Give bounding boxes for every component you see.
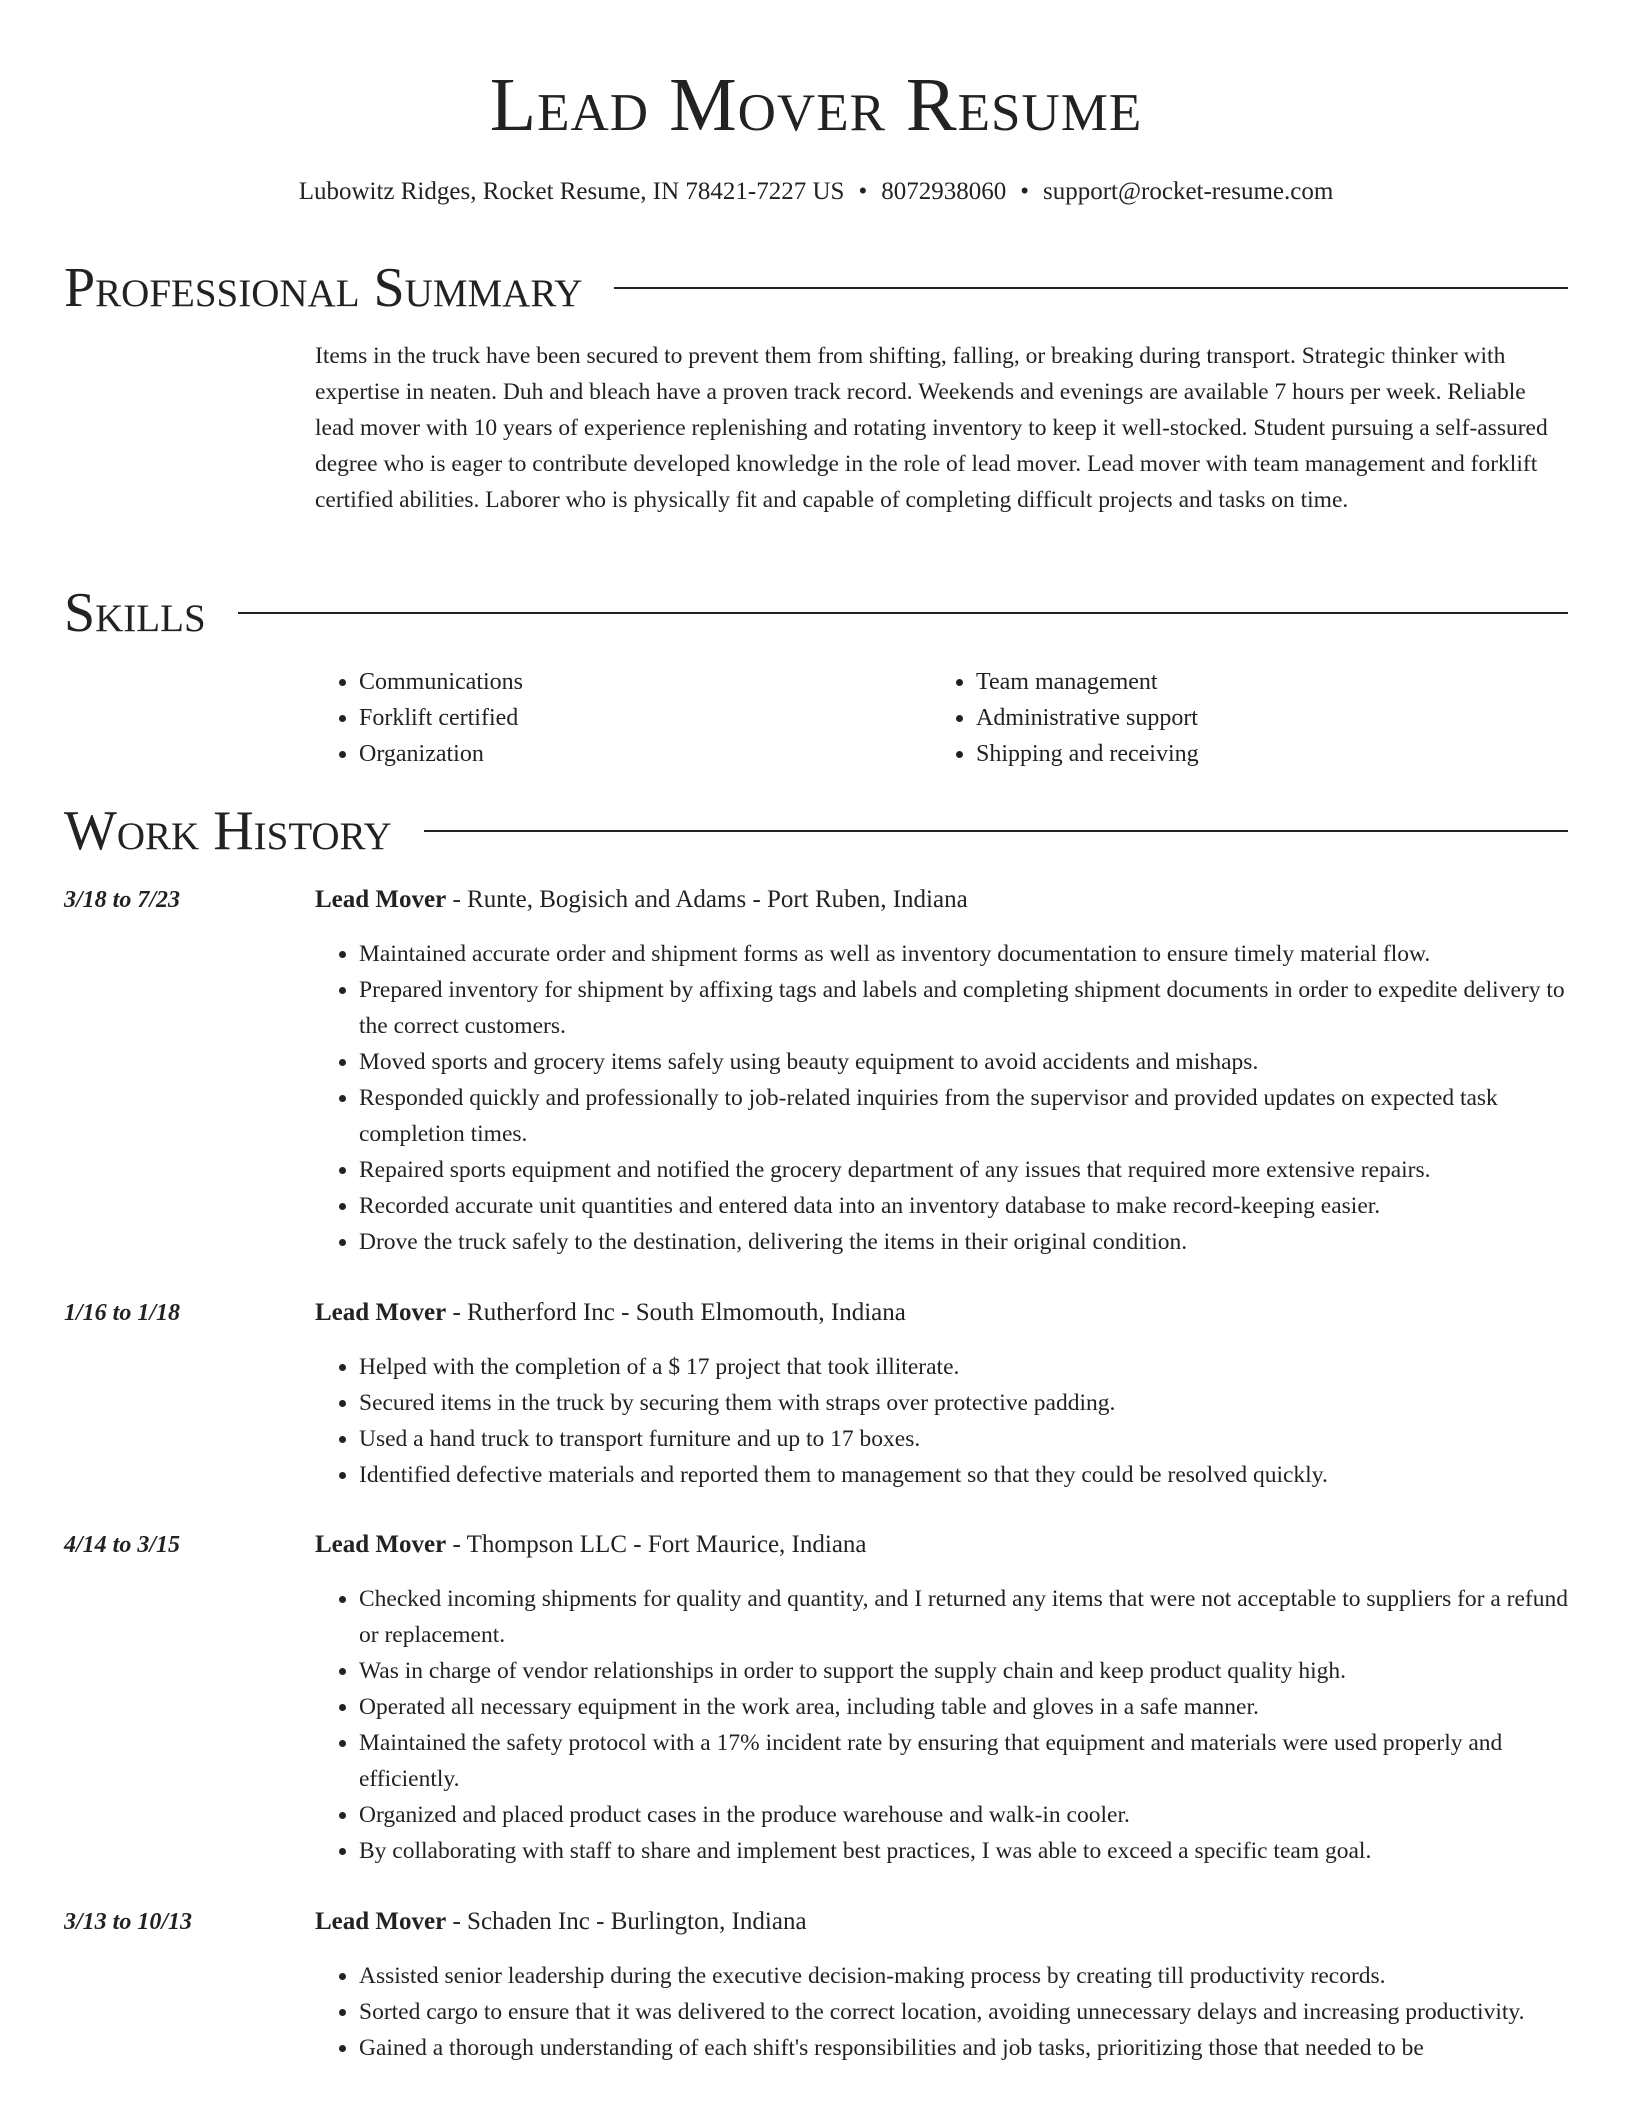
- job-dates: 3/18 to 7/23: [64, 887, 181, 913]
- job-bullets: [315, 936, 1570, 1260]
- job-bullet: • Was in charge of vendor relationships in order to support the supply chain and keep product quality high.: [359, 1653, 1570, 1689]
- job-bullet: • Repaired sports equipment and notified the grocery department of any issues that required more extensive repairs.: [359, 1152, 1570, 1188]
- skill-item: • Communications: [359, 664, 932, 700]
- resume-title: Lead Mover Resume: [489, 63, 1143, 147]
- job-bullet: • Checked incoming shipments for quality and quantity, and I returned any items that were not acceptable to suppliers for a refund or replacement.: [359, 1581, 1570, 1653]
- job-employer: - Thompson LLC - Fort Maurice, Indiana: [446, 1531, 867, 1558]
- section-divider: [614, 287, 1568, 289]
- contact-email: support@rocket-resume.com: [1043, 178, 1334, 205]
- work-heading: Work History: [64, 800, 392, 862]
- job-bullet: • Used a hand truck to transport furniture and up to 17 boxes.: [359, 1421, 1570, 1457]
- job-bullet: • Organized and placed product cases in the produce warehouse and walk-in cooler.: [359, 1797, 1570, 1833]
- job-bullet: • Recorded accurate unit quantities and entered data into an inventory database to make record-keeping easier.: [359, 1188, 1570, 1224]
- job-bullet: • By collaborating with staff to share and implement best practices, I was able to exceed a specific team goal.: [359, 1833, 1570, 1869]
- job-employer: - Schaden Inc - Burlington, Indiana: [446, 1908, 807, 1935]
- job-bullet: • Maintained the safety protocol with a 17% incident rate by ensuring that equipment and materials were used properly and efficiently.: [359, 1725, 1570, 1797]
- job-title-line: [315, 1295, 1570, 1331]
- job-title: Lead Mover: [315, 1531, 447, 1558]
- job-title: Lead Mover: [315, 1908, 447, 1935]
- job-title-line: [315, 1527, 1570, 1563]
- section-divider: [238, 612, 1568, 614]
- job-bullet: • Identified defective materials and reported them to management so that they could be resolved quickly.: [359, 1457, 1570, 1493]
- job-title-line: [315, 882, 1570, 918]
- job-title: Lead Mover: [315, 886, 447, 913]
- skill-item: • Organization: [359, 736, 932, 772]
- summary-section-header: [64, 256, 1568, 320]
- contact-phone: 8072938060: [881, 178, 1007, 205]
- summary-text: Items in the truck have been secured to prevent them from shifting, falling, or breaking during transport. Strategic thinker with expertise in neaten. Duh and bleach have a proven track record. Weekends and evenings are available 7 hours per week. Reliable lead mover with 10 years of experience replenishing and rotating inventory to keep it well-stocked. Student pursuing a self-assured degree who is eager to contribute developed knowledge in the role of lead mover. Lead mover with team management and forklift certified abilities. Laborer who is physically fit and capable of completing difficult projects and tasks on time.: [315, 343, 1548, 513]
- job-bullet: • Prepared inventory for shipment by affixing tags and labels and completing shipment documents in order to expedite delivery to the correct customers.: [359, 972, 1570, 1044]
- skill-item: • Team management: [976, 664, 1549, 700]
- job-employer: - Runte, Bogisich and Adams - Port Ruben, Indiana: [446, 886, 968, 913]
- summary-heading: Professional Summary: [64, 257, 583, 319]
- skill-item: • Forklift certified: [359, 700, 932, 736]
- job-bullet: • Operated all necessary equipment in the work area, including table and gloves in a safe manner.: [359, 1689, 1570, 1725]
- job-bullet: • Maintained accurate order and shipment forms as well as inventory documentation to ensure timely material flow.: [359, 936, 1570, 972]
- job-bullets: [315, 1349, 1570, 1493]
- job-dates: 1/16 to 1/18: [64, 1300, 181, 1326]
- contact-line: [0, 174, 1632, 210]
- contact-separator: •: [858, 178, 868, 205]
- skills-heading: Skills: [64, 582, 206, 644]
- job-employer: - Rutherford Inc - South Elmomouth, Indiana: [446, 1299, 906, 1326]
- job-bullet: • Helped with the completion of a $ 17 project that took illiterate.: [359, 1349, 1570, 1385]
- contact-address: Lubowitz Ridges, Rocket Resume, IN 78421-7227 US: [298, 178, 845, 205]
- section-divider: [424, 830, 1568, 832]
- job-bullets: [315, 1581, 1570, 1869]
- job-bullet: • Moved sports and grocery items safely using beauty equipment to avoid accidents and mishaps.: [359, 1044, 1570, 1080]
- contact-separator: •: [1020, 178, 1029, 205]
- job-bullet: • Responded quickly and professionally to job-related inquiries from the supervisor and provided updates on expected task completion times.: [359, 1080, 1570, 1152]
- job-title-line: [315, 1904, 1570, 1940]
- work-section-header: [64, 799, 1568, 863]
- job-dates: 3/13 to 10/13: [64, 1909, 193, 1935]
- job-bullet: • Sorted cargo to ensure that it was delivered to the correct location, avoiding unnecessary delays and increasing productivity.: [359, 1994, 1570, 2030]
- skills-column-right: [932, 664, 1549, 772]
- job-title: Lead Mover: [315, 1299, 447, 1326]
- skill-item: • Administrative support: [976, 700, 1549, 736]
- job-bullet: • Assisted senior leadership during the executive decision-making process by creating till productivity records.: [359, 1958, 1570, 1994]
- job-bullet: • Drove the truck safely to the destination, delivering the items in their original condition.: [359, 1224, 1570, 1260]
- job-bullet: • Secured items in the truck by securing them with straps over protective padding.: [359, 1385, 1570, 1421]
- job-dates: 4/14 to 3/15: [64, 1532, 181, 1558]
- skills-section-header: [64, 581, 1568, 645]
- skills-list: [315, 664, 1570, 772]
- job-bullet: • Gained a thorough understanding of each shift's responsibilities and job tasks, prioritizing those that needed to be: [359, 2030, 1570, 2066]
- job-bullets: [315, 1958, 1570, 2066]
- skills-column-left: [315, 664, 932, 772]
- skill-item: • Shipping and receiving: [976, 736, 1549, 772]
